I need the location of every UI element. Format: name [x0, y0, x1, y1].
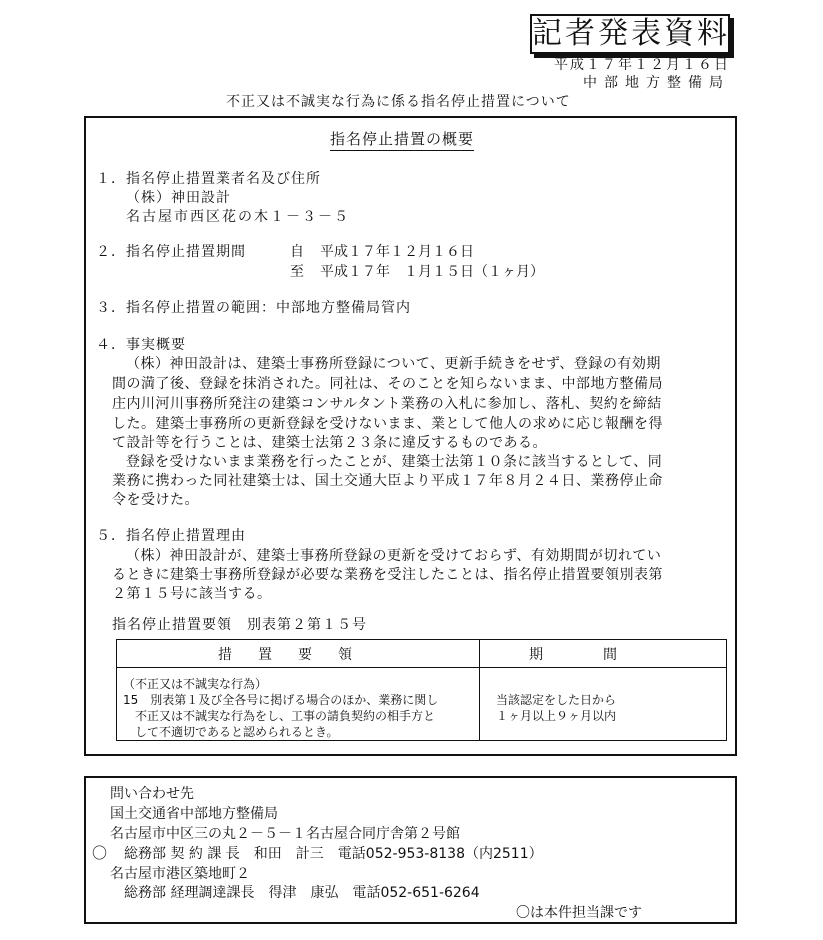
period-from-date: 平成１７年１２月１６日	[320, 244, 474, 260]
period-cell	[480, 668, 727, 741]
facts-line: （株）神田設計は、建築士事務所登録について、更新手続きをせず、登録の有効期	[126, 356, 661, 372]
release-date: 平成１７年１２月１６日	[554, 57, 730, 73]
measure-line: 不正又は不誠実な行為をし、工事の請負契約の相手方と	[123, 709, 436, 723]
contact-address-main: 名古屋市中区三の丸２－５－１名古屋合同庁舎第２号館	[110, 826, 460, 842]
item1-label: １．指名停止措置業者名及び住所	[96, 171, 321, 187]
period-line: １ヶ月以上９ヶ月以内	[496, 709, 617, 723]
reason-line: ２第１５号に該当する。	[112, 586, 272, 602]
press-release-label: 記者発表資料	[530, 14, 730, 54]
facts-line: 間の満了後、登録を抹消された。同社は、そのことを知らないまま、中部地方整備局	[112, 376, 663, 392]
period-line: 当該認定をした日から	[496, 693, 617, 707]
facts-line: 庄内川河川事務所発注の建築コンサルタント業務の入札に参加し、落札、契約を締結	[112, 396, 662, 412]
in-charge-note: 〇は本件担当課です	[516, 905, 642, 921]
reference-label: 指名停止措置要領 別表第２第１５号	[112, 617, 367, 633]
table-header-period: 期間	[480, 640, 727, 668]
period-to-marker: 至	[290, 264, 304, 280]
item2-label: ２．指名停止措置期間	[96, 244, 246, 260]
reason-line: （株）神田設計が、建築士事務所登録の更新を受けておらず、有効期間が切れてい	[126, 548, 662, 564]
facts-line: 業務に携わった同社建築士は、国土交通大臣より平成１７年８月２４日、業務停止命	[112, 473, 663, 489]
contact-person-contracts: 総務部 契 約 課 長 和田 計三 電話052-953-8138（内2511）	[124, 846, 543, 862]
facts-line: 登録を受けないまま業務を行ったことが、建築士法第１０条に該当するとして、同	[126, 454, 663, 470]
contact-heading: 問い合わせ先	[110, 786, 194, 802]
facts-line: 令を受けた。	[112, 492, 199, 508]
issuing-office: 中部地方整備局	[583, 75, 730, 91]
company-address: 名古屋市西区花の木１－３－５	[126, 209, 350, 225]
contact-address-port: 名古屋市港区築地町２	[110, 866, 250, 882]
measure-line: して不適切であると認められるとき。	[123, 725, 339, 739]
in-charge-marker: 〇	[92, 844, 108, 862]
facts-line: て設計等を行うことは、建築士法第２３条に違反するものである。	[112, 435, 547, 451]
summary-heading: 指名停止措置の概要	[330, 128, 474, 151]
measure-line: （不正又は不誠実な行為）	[123, 677, 268, 691]
period-from-marker: 自	[290, 244, 304, 260]
item3-label: ３．指名停止措置の範囲：中部地方整備局管内	[96, 300, 411, 316]
reason-line: るときに建築士事務所登録が必要な業務を受注したことは、指名停止措置要領別表第	[112, 567, 663, 583]
facts-line: した。建築士事務所の更新登録を受けないまま、業として他人の求めに応じ報酬を得	[112, 416, 663, 432]
rules-table	[116, 639, 727, 741]
document-title: 不正又は不誠実な行為に係る指名停止措置について	[226, 94, 571, 110]
table-header-measure: 措置要領	[117, 640, 480, 668]
company-name: （株）神田設計	[126, 190, 231, 206]
contact-organization: 国土交通省中部地方整備局	[110, 806, 278, 822]
measure-cell	[117, 668, 480, 741]
item5-label: ５．指名停止措置理由	[96, 528, 246, 544]
measure-line: 15 別表第１及び全各号に掲げる場合のほか、業務に関し	[123, 693, 439, 707]
period-to-date: 平成１７年 １月１５日（１ヶ月）	[320, 264, 544, 280]
contact-person-procurement: 総務部 経理調達課長 得津 康弘 電話052-651-6264	[124, 885, 480, 901]
item4-label: ４．事実概要	[96, 337, 186, 353]
